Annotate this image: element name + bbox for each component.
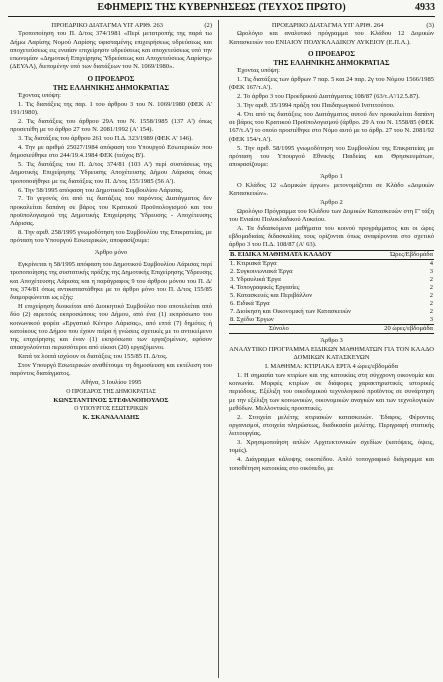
paragraph: 3. Χρησιμοποίηση απλών Αρχιτεκτονικών σχεδίων (κατόψεις, όψεις, τομές). — [229, 439, 434, 455]
subject-cell: 4. Τοπογραφικές Εργασίες — [230, 284, 300, 292]
decree-heading — [229, 22, 434, 30]
article-heading: Άρθρο 3 — [320, 337, 343, 345]
decree-number: (3) — [426, 22, 434, 29]
paragraph: Η επιχείρηση διοικείται από Διοικητικό Συμβούλιο που αποτελείται από δύο (2) αιρετούς εκπροσώπους του Δήμου, από ένα (1) εκπρόσωπο του κοινωνικού φορέα «Εργατικό Κέντρο Λάρισας», από επτά (7) δημότες ή κατοίκους του Δήμου που έχουν πείρα ή γνώσεις σχετικές με το αντικείμενο της επιχείρησης και έναν (1) εκπρόσωπο των εργαζομένων, εφόσον απασχολούνται περισσότεροι από είκοσι (20) εργαζόμενοι. — [10, 302, 212, 352]
column-divider — [218, 20, 219, 678]
paragraph: 6. Την 58/1995 απόφαση του Δημοτικού Συμβουλίου Λάρισας. — [18, 186, 184, 194]
paragraph: 3. Τις διατάξεις του άρθρου 261 του Π.Δ. 323/1989 (ΦΕΚ Α' 146). — [18, 135, 193, 143]
paragraph: 4. Την με αριθμό 25027/1984 απόφαση του Υπουργού Εσωτερικών που δημοσιεύθηκε στο 244/19.4.1984 ΦΕΚ (τεύχος Β'). — [10, 144, 212, 160]
paragraph: Εγκρίνεται η 58/1995 απόφαση του Δημοτικού Συμβουλίου Λάρισας περί τροποποίησης της συστατικής πράξης της Δημοτικής Επιχείρησης Ύδρευσης και Αποχέτευσης Λάρισας και η παράγραφος 9 του άρθρου μόνου του Π. Δ/τος 374/81 όπως αντικαταστάθηκε με το άρθρο μόνο του Π. Δ/τος 155/85 διαμορφώνεται ως εξής: — [10, 260, 212, 302]
table-row — [229, 292, 434, 300]
table-row — [229, 268, 434, 276]
republic-heading: ΤΗΣ ΕΛΛΗΝΙΚΗΣ ΔΗΜΟΚΡΑΤΙΑΣ — [273, 58, 390, 67]
subject-cell: 3. Υδραυλικά Έργα — [230, 276, 281, 284]
signer-role: Ο ΠΡΟΕΔΡΟΣ ΤΗΣ ΔΗΜΟΚΡΑΤΙΑΣ — [66, 388, 156, 395]
table-header-row — [229, 251, 434, 260]
decree-title: ΠΡΟΕΔΡΙΚΟ ΔΙΑΤΑΓΜΑ ΥΠ' ΑΡΙΘ. 264 — [271, 22, 384, 29]
paragraph: 2. Το άρθρο 3 του Προεδρικού Διατάγματος 108/87 (63/τ.Α'/12.5.87). — [237, 93, 420, 101]
table-total-row — [229, 325, 434, 334]
signer-name: ΚΩΝΣΤΑΝΤΙΝΟΣ ΣΤΕΦΑΝΟΠΟΥΛΟΣ — [53, 396, 169, 404]
decree-number: (2) — [204, 22, 212, 29]
subject-cell: 2. Συγκοινωνιακά Έργα — [230, 268, 293, 276]
paragraph: 1. Τις διατάξεις της παρ. 1 του άρθρου 3 του Ν. 1069/1980 (ΦΕΚ Α' 191/1980). — [10, 101, 212, 117]
table-row — [229, 308, 434, 316]
table-row — [229, 316, 434, 325]
republic-heading: ΤΗΣ ΕΛΛΗΝΙΚΗΣ ΔΗΜΟΚΡΑΤΙΑΣ — [52, 83, 170, 92]
header-rule — [8, 16, 435, 17]
considering-label: Έχοντας υπόψη: — [18, 92, 61, 100]
table-header-hours: Ώρες/Εβδομάδα — [390, 251, 433, 259]
page-number: 4933 — [415, 2, 435, 13]
hours-table — [229, 250, 434, 334]
total-label: Σύνολο — [269, 325, 289, 333]
hours-cell: 4 — [429, 260, 433, 268]
page-header — [8, 2, 435, 16]
hours-cell: 3 — [429, 268, 433, 276]
total-value: 20 ώρες/εβδομάδα — [384, 325, 433, 333]
gazette-title: ΕΦΗΜΕΡΙΣ ΤΗΣ ΚΥΒΕΡΝΗΣΕΩΣ (ΤΕΥΧΟΣ ΠΡΩΤΟ) — [97, 2, 346, 13]
paragraph: Α. Τα διδασκόμενα μαθήματα του κοινού προγράμματος και οι ώρες εβδομαδιαίας διδασκαλίας τους ορίζονται όπως αναφέρονται στο σχετικό άρθρο 3 του Π.Δ. 108/87 (Α' 63). — [229, 224, 434, 249]
hours-cell: 3 — [429, 316, 433, 324]
decree-heading — [10, 22, 212, 30]
lesson-title: Ι. ΜΑΘΗΜΑ: ΚΤΙΡΙΑΚΑ ΕΡΓΑ 4 ώρες/εβδομάδα — [264, 363, 399, 371]
minister-name: Κ. ΣΚΑΝΔΑΛΙΔΗΣ — [82, 414, 140, 422]
program-title: ΑΝΑΛΥΤΙΚΟ ΠΡΟΓΡΑΜΜΑ ΕΙΔΙΚΩΝ ΜΑΘΗΜΑΤΩΝ ΓΙΑ ΤΟΝ ΚΛΑΔΟ ΔΟΜΙΚΩΝ ΚΑΤΑΣΚΕΥΩΝ — [229, 345, 434, 362]
president-heading: Ο ΠΡΟΕΔΡΟΣ — [87, 75, 135, 84]
decree-subject: Ωρολόγιο και αναλυτικό πρόγραμμα του Κλάδου 12 Δομικών Κατασκευών του ΕΝΙΑΙΟΥ ΠΟΛΥΚΛΑΔΙΚΟΥ ΛΥΚΕΙΟΥ (Ε.Π.Λ.). — [229, 30, 434, 46]
table-header-subject: Β. ΕΙΔΙΚΑ ΜΑΘΗΜΑΤΑ ΚΛΑΔΟΥ — [230, 251, 332, 259]
right-column — [229, 22, 434, 473]
article-heading: Άρθρο 2 — [320, 198, 343, 206]
paragraph: 2. Στοιχεία μελέτης κτιριακών κατασκευών. Έδαφος. Φέροντες οργανισμοί, στοιχεία πληρώσεως, διαδικασία μελέτης. Περιγραφή στατικής λειτουργίας. — [229, 413, 434, 438]
hours-cell: 2 — [429, 308, 433, 316]
paragraph: 5. Την αριθ. 58/1995 γνωμοδότηση του Συμβουλίου της Επικρατείας με πρόταση του Υπουργού Εθνικής Παιδείας και Θρησκευμάτων, αποφασίζουμε: — [229, 144, 434, 169]
hours-cell: 2 — [429, 300, 433, 308]
hours-cell: 2 — [429, 284, 433, 292]
minister-role: Ο ΥΠΟΥΡΓΟΣ ΕΣΩΤΕΡΙΚΩΝ — [74, 406, 148, 413]
paragraph: 4. Ότι από τις διατάξεις του Διατάγματος αυτού δεν προκαλείται δαπάνη σε βάρος του Κρατικού Προϋπολογισμού (άρθρο. 29 Α του Ν. 1558/85 (ΦΕΚ 167/τ.Α') το οποίο προστέθηκε στο Νόμο αυτό με το άρθρ. 27 του Ν. 2081/92 (ΦΕΚ 154/τ.Α'). — [229, 110, 434, 143]
table-row — [229, 276, 434, 284]
article-heading: Άρθρο 1 — [320, 172, 343, 180]
subject-cell: 1. Κτιριακά Έργα — [230, 260, 277, 268]
table-row — [229, 300, 434, 308]
paragraph: Στον Υπουργό Εσωτερικών αναθέτουμε τη δημοσίευση και εκτέλεση του παρόντος διατάγματος. — [10, 361, 212, 378]
hours-cell: 2 — [429, 276, 433, 284]
paragraph: 2. Τις διατάξεις του άρθρου 29Α του Ν. 1558/1985 (137 Α') όπως προσετέθη με το άρθρο 27 του Ν. 2081/1992 (Α' 154). — [10, 118, 212, 134]
left-column — [10, 22, 212, 423]
paragraph: 4. Διάγραμμα κάλυψης οικοπέδου. Απλό τοπογραφικό διάγραμμα και τοποθέτηση κατοικίας στο οικόπεδο, με — [229, 456, 434, 472]
president-heading: Ο ΠΡΟΕΔΡΟΣ — [308, 50, 355, 59]
paragraph: Ωρολόγιο Πρόγραμμα του Κλάδου των Δομικών Κατασκευών στη Γ' τάξη του Ενιαίου Πολυκλαδικού Λυκείου. — [229, 207, 434, 223]
subject-cell: 5. Κατασκευές και Περιβάλλον — [230, 292, 313, 300]
subject-cell: 7. Διοίκηση και Οικονομική των Κατασκευών — [230, 308, 351, 316]
hours-cell: 2 — [429, 292, 433, 300]
paragraph: 1. Τις διατάξεις των άρθρων 7 παρ. 5 και 24 παρ. 2γ του Νόμου 1566/1985 (ΦΕΚ 167/τ.Α'). — [229, 76, 434, 92]
paragraph: 1. Η σημασία των κτιρίων και της κατοικίας στη σύγχρονη οικονομία και κοινωνία. Μορφές κτιρίων σε διάφορες χαρακτηριστικές ιστορικές περιόδους. Εξέλιξη του οικοδομικού τεχνολογικού προϊόντος σε συνάρτηση με την εξέλιξη των κοινωνικών, οικονομικών αναγκών και των τεχνολογικών μεθόδων. Μελλοντικές προοπτικές. — [229, 371, 434, 412]
paragraph: 7. Το γεγονός ότι από τις διατάξεις του παρόντος Διατάγματος δεν προκαλείται δαπάνη σε βάρος του Κρατικού Προϋπολογισμού και του προϋπολογισμού της Δημοτικής Επιχείρησης Ύδρευσης - Αποχέτευσης Λάρισας. — [10, 195, 212, 228]
paragraph: Κατά τα λοιπά ισχύουν οι διατάξεις του 155/85 Π. Δ/τος. — [18, 353, 168, 361]
paragraph: Ο Κλάδος 12 «Δομικών έργων» μετονομάζεται σε Κλάδο «Δομικών Κατασκευών». — [229, 181, 434, 198]
decree-subject: Τροποποίηση του Π. Δ/τος 374/1981 «Περί μετατροπής της παρά τω Δήμω Λαρίσης Νομού Λαρίσης υφισταμένης επιχειρήσεως υδρεύσεως και αποχετεύσεως εις ενιαίαν επιχείρησιν υδρεύσεως και αποχετεύσεως υπό την επωνυμίαν «Δημοτική Επιχείρησις Ύδρεύσεως και Αποχετεύσεως Λαρίσης» (ΔΕΥΑΛ), διεπομένην υπό των διατάξεων του Ν. 1069/1980». — [10, 30, 212, 71]
considering-label: Έχοντας υπόψη: — [237, 67, 280, 75]
article-heading: Άρθρο μόνο — [94, 249, 128, 257]
subject-cell: 8. Σχέδιο Έργων — [230, 316, 274, 324]
subject-cell: 6. Ειδικά Έργα — [230, 300, 270, 308]
decree-title: ΠΡΟΕΔΡΙΚΟ ΔΙΑΤΑΓΜΑ ΥΠ' ΑΡΙΘ. 263 — [51, 22, 164, 29]
paragraph: 3. Την αριθ. 35/1994 πράξη του Παιδαγωγικού Ινστιτούτου. — [237, 102, 395, 110]
table-row — [229, 284, 434, 292]
signing-date: Αθήνα, 3 Ιουλίου 1995 — [80, 379, 142, 387]
table-row — [229, 260, 434, 269]
paragraph: 5. Τις διατάξεις του Π. Δ/τος 374/81 (103 Α') περί συστάσεως της Δημοτικής Επιχείρησης Ύδρευσης Αποχέτευσης Δήμου Λάρισας όπως τροποποιήθηκε με τις διατάξεις του Π. Δ/τος 155/1985 (56 Α'). — [10, 161, 212, 185]
paragraph: 8. Την αριθ. 258/1995 γνωμοδότηση του Συμβουλίου της Επικρατείας, με πρόταση του Υπουργού Εσωτερικών, αποφασίζουμε: — [10, 229, 212, 245]
